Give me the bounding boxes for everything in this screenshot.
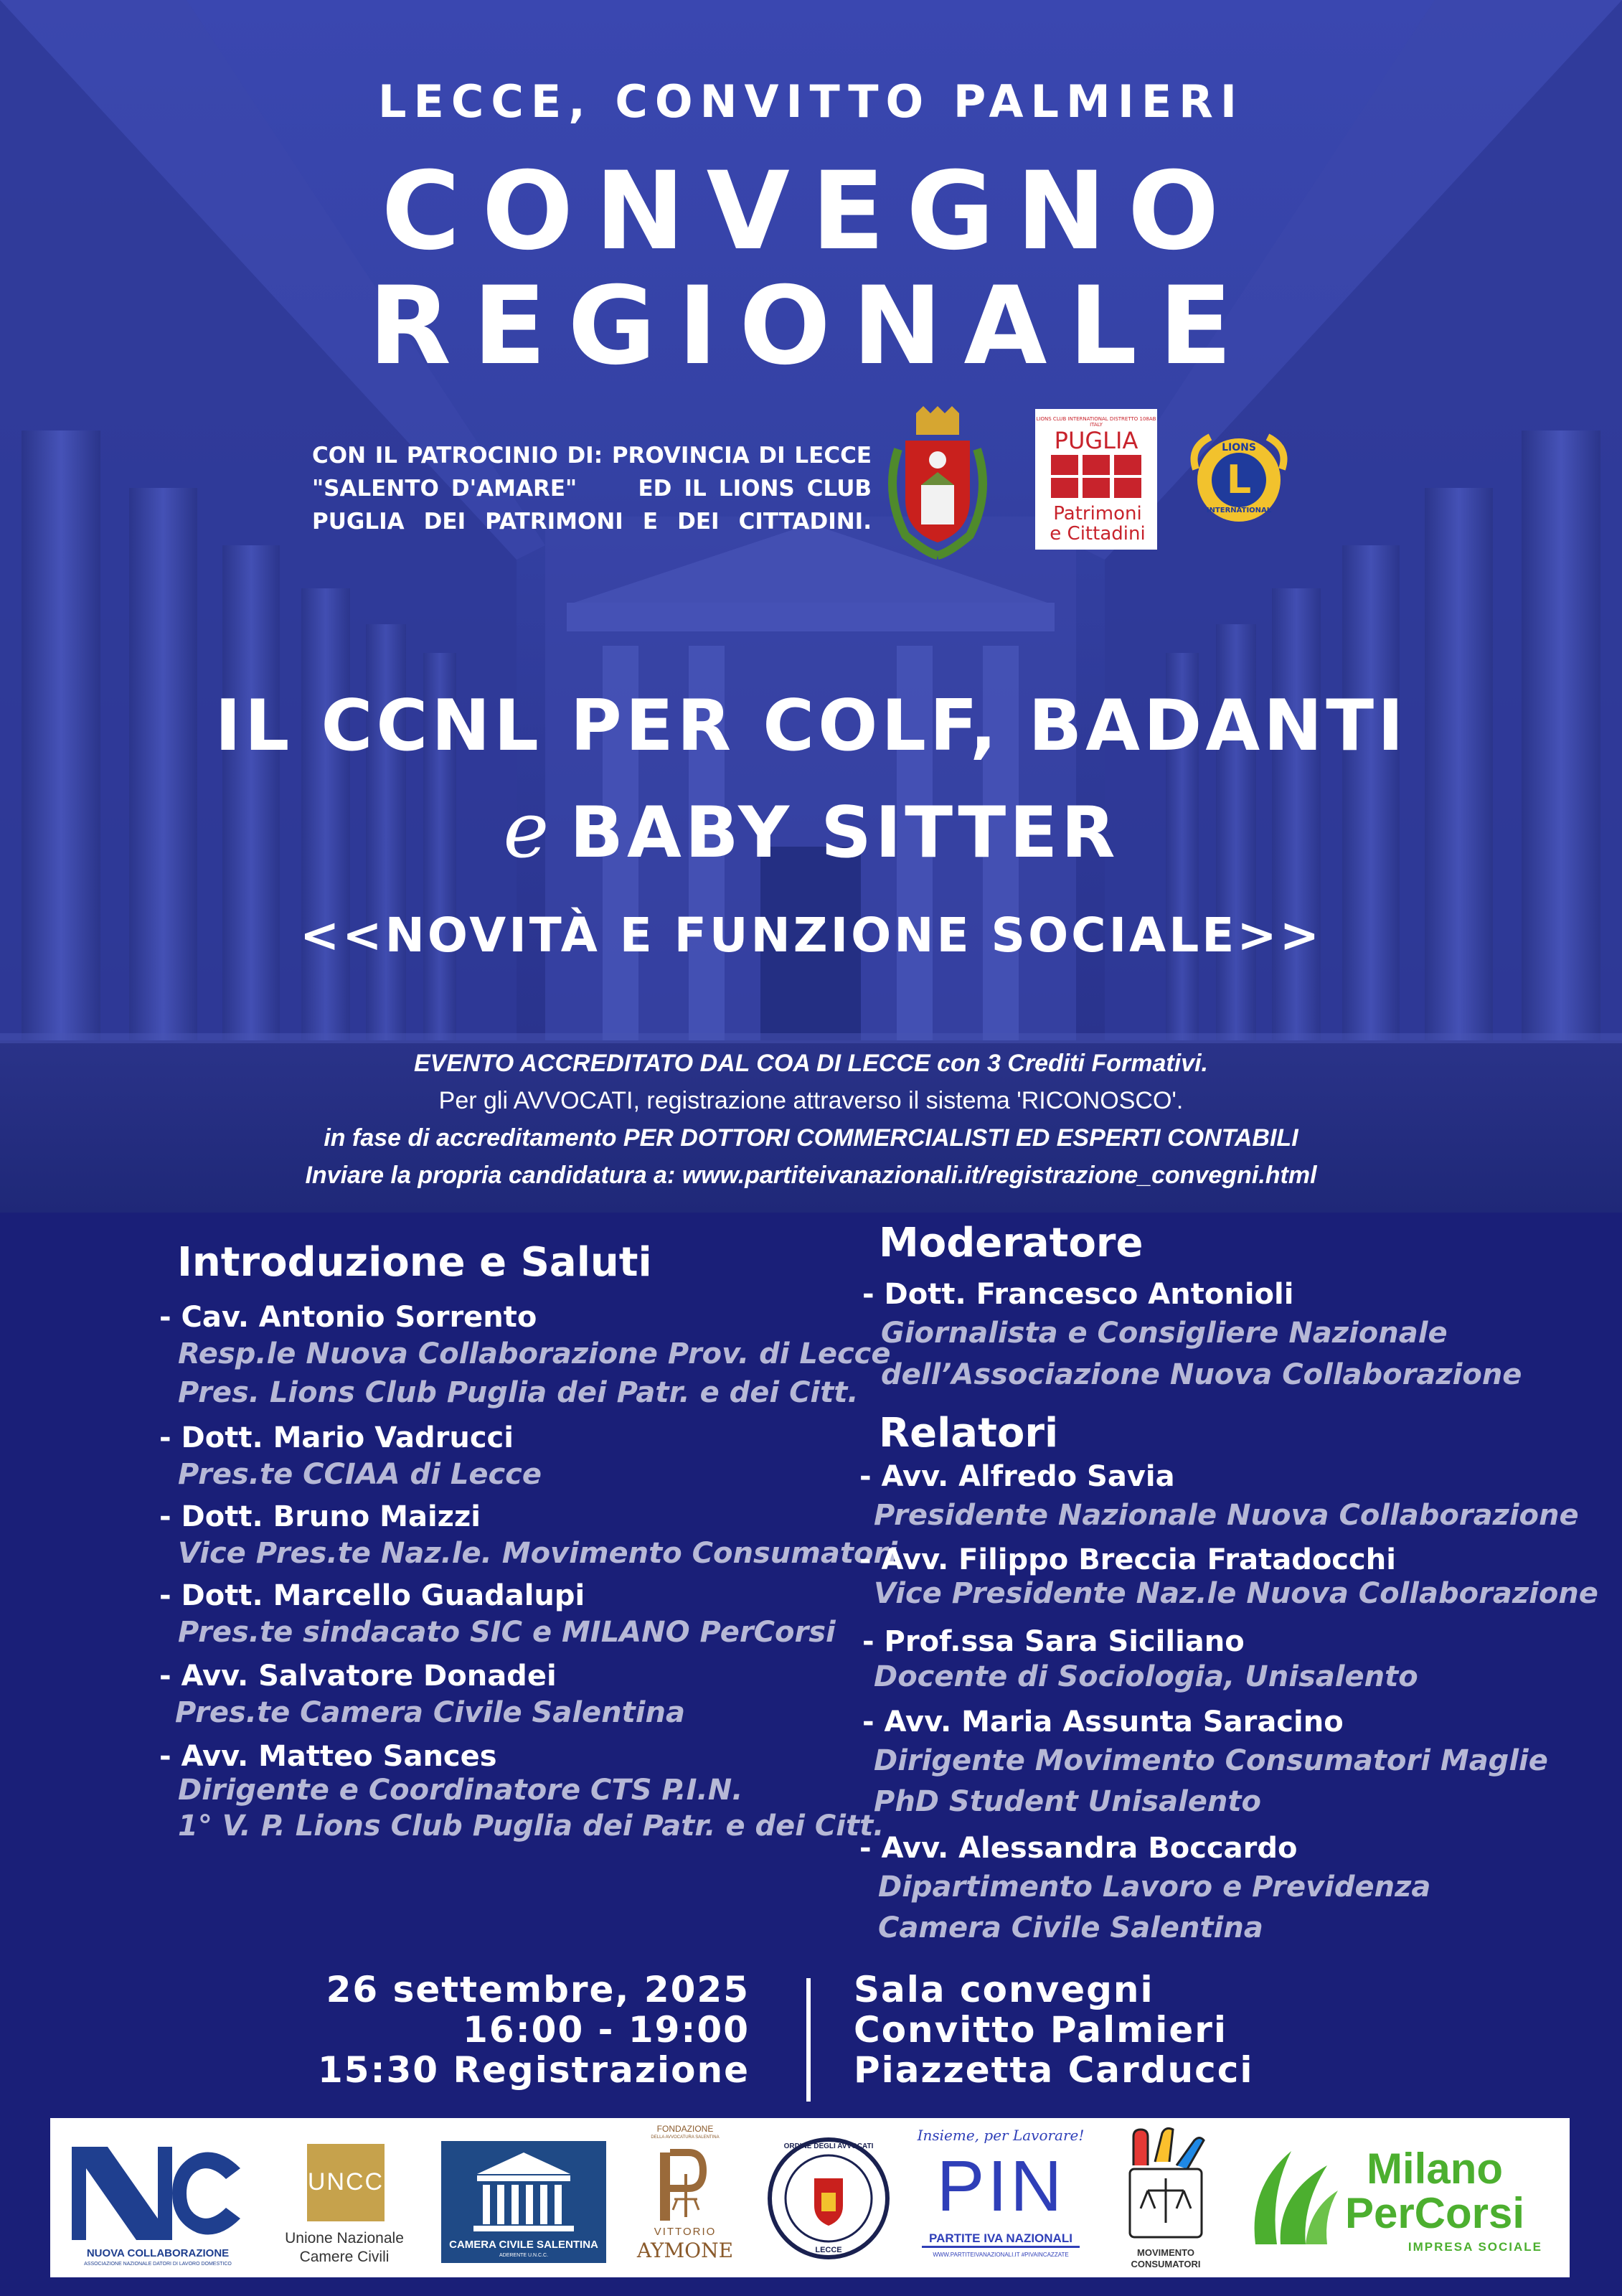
topic-line-2-text: BABY SITTER bbox=[570, 792, 1119, 874]
accreditation-line-2: Per gli AVVOCATI, registrazione attraverso il sistema 'RICONOSCO'. bbox=[438, 1087, 1184, 1114]
accreditation-line-1: EVENTO ACCREDITATO DAL COA DI LECCE con 3 Crediti Formativi. bbox=[413, 1050, 1208, 1077]
speaker-name: - Dott. Marcello Guadalupi bbox=[159, 1579, 585, 1612]
fondazione-aymone-logo bbox=[631, 2118, 739, 2277]
mc-line-1: MOVIMENTO bbox=[1137, 2247, 1194, 2258]
speaker-item bbox=[862, 1705, 1548, 1821]
speaker-role: Giornalista e Consigliere Nazionale bbox=[881, 1317, 1448, 1350]
topic-line-1: IL CCNL PER COLF, BADANTI bbox=[214, 685, 1408, 767]
aymone-name-2: AYMONE bbox=[636, 2239, 734, 2262]
mc-line-2: CONSUMATORI bbox=[1131, 2259, 1201, 2269]
book-leaves-icon bbox=[1241, 2137, 1342, 2259]
pin-url: WWW.PARTITEIVANAZIONALI.IT #PIVAINCAZZATE bbox=[933, 2252, 1069, 2258]
ordine-seal-icon bbox=[764, 2134, 893, 2263]
intro-speaker bbox=[159, 1739, 884, 1845]
nc-sub: ASSOCIAZIONE NAZIONALE DATORI DI LAVORO DOMESTICO bbox=[84, 2262, 232, 2267]
speaker-item bbox=[859, 1831, 1430, 1947]
lions-letter: L bbox=[1226, 457, 1252, 502]
pin-slogan: Insieme, per Lavorare! bbox=[917, 2127, 1085, 2144]
uncc-line-1: Unione Nazionale bbox=[285, 2230, 404, 2246]
schedule-divider bbox=[806, 1978, 811, 2102]
puglia-logo-tiles bbox=[1051, 455, 1141, 498]
speaker-role: Dipartimento Lavoro e Previdenza bbox=[878, 1871, 1431, 1904]
ccs-sub: ADERENTE U.N.C.C. bbox=[499, 2253, 549, 2258]
nc-monogram-icon bbox=[65, 2140, 251, 2247]
speaker-role: Pres.te CCIAA di Lecce bbox=[178, 1458, 542, 1491]
speaker-name: - Dott. Mario Vadrucci bbox=[159, 1421, 514, 1454]
topic-line-2 bbox=[0, 786, 1622, 875]
ordine-top-text: ORDINE DEGLI AVVOCATI bbox=[783, 2142, 874, 2150]
speaker-name: - Avv. Alessandra Boccardo bbox=[859, 1832, 1298, 1865]
milano-percorsi-logo bbox=[1241, 2118, 1557, 2277]
topic-connector: e bbox=[503, 786, 553, 875]
patronage-text bbox=[312, 439, 872, 538]
patronage-line-2: "SALENTO D'AMARE" ED IL LIONS CLUB bbox=[312, 476, 872, 502]
puglia-logo-sub-1: Patrimoni bbox=[1053, 503, 1142, 524]
speaker-name: - Dott. Bruno Maizzi bbox=[159, 1500, 481, 1533]
uncc-logo bbox=[265, 2118, 409, 2277]
ccs-name: CAMERA CIVILE SALENTINA bbox=[449, 2239, 598, 2251]
speaker-role: Pres.te Camera Civile Salentina bbox=[175, 1696, 685, 1729]
patronage-line-3: PUGLIA DEI PATRIMONI E DEI CITTADINI. bbox=[312, 509, 872, 535]
intro-heading: Introduzione e Saluti bbox=[177, 1239, 652, 1286]
topic-subtitle: <<NOVITÀ E FUNZIONE SOCIALE>> bbox=[299, 908, 1322, 963]
nc-name: NUOVA COLLABORAZIONE bbox=[86, 2247, 230, 2259]
courthouse-icon bbox=[441, 2145, 606, 2239]
title-line-1: CONVEGNO bbox=[381, 149, 1241, 274]
speaker-item bbox=[862, 1624, 1418, 1695]
ordine-bottom-text: LECCE bbox=[815, 2246, 842, 2254]
speaker-role: Presidente Nazionale Nuova Collaborazione bbox=[874, 1499, 1579, 1532]
title-line-2: REGIONALE bbox=[368, 264, 1254, 389]
camera-civile-salentina-logo bbox=[441, 2118, 606, 2277]
intro-speaker bbox=[159, 1421, 542, 1494]
schedule-venue bbox=[854, 1970, 1428, 2090]
speaker-item bbox=[859, 1543, 1598, 1610]
speaker-role: PhD Student Unisalento bbox=[874, 1785, 1261, 1818]
lions-bottom-text: INTERNATIONAL bbox=[1206, 507, 1272, 514]
pin-name: PARTITE IVA NAZIONALI bbox=[922, 2231, 1080, 2248]
pin-logo bbox=[915, 2118, 1087, 2277]
speaker-role: Pres. Lions Club Puglia dei Patr. e dei Citt. bbox=[178, 1376, 859, 1409]
intro-speaker bbox=[159, 1500, 897, 1573]
speaker-name: - Avv. Filippo Breccia Fratadocchi bbox=[859, 1543, 1396, 1576]
puglia-patrimoni-logo bbox=[1035, 409, 1157, 550]
pin-letters: PIN bbox=[936, 2146, 1065, 2226]
speaker-name: - Dott. Francesco Antonioli bbox=[862, 1278, 1294, 1311]
uncc-letters: UNCC bbox=[307, 2168, 385, 2196]
speaker-role: Resp.le Nuova Collaborazione Prov. di Lecce bbox=[178, 1337, 891, 1370]
mp-line-2: PerCorsi bbox=[1344, 2189, 1525, 2237]
moderator-heading: Moderatore bbox=[879, 1220, 1144, 1266]
speaker-name: - Prof.ssa Sara Siciliano bbox=[862, 1625, 1245, 1658]
lions-logo bbox=[1185, 426, 1293, 534]
lions-top-text: LIONS bbox=[1222, 442, 1256, 453]
speaker-role: Vice Presidente Naz.le Nuova Collaborazione bbox=[874, 1577, 1598, 1610]
speaker-name: - Avv. Salvatore Donadei bbox=[159, 1660, 557, 1693]
ordine-avvocati-lecce-logo bbox=[764, 2118, 893, 2277]
mp-sub: IMPRESA SOCIALE bbox=[1408, 2240, 1542, 2254]
speaker-item bbox=[859, 1459, 1579, 1537]
location-heading: LECCE, CONVITTO PALMIERI bbox=[378, 75, 1244, 128]
intro-speaker bbox=[159, 1659, 685, 1732]
schedule-datetime bbox=[215, 1970, 750, 2090]
speaker-role: Dirigente Movimento Consumatori Maglie bbox=[874, 1744, 1548, 1777]
intro-speaker bbox=[159, 1578, 836, 1652]
provincia-lecce-crest-icon bbox=[877, 406, 999, 560]
speaker-role: Dirigente e Coordinatore CTS P.I.N. bbox=[178, 1774, 743, 1807]
uncc-line-2: Camere Civili bbox=[299, 2249, 390, 2265]
event-registration: 15:30 Registrazione bbox=[317, 2049, 750, 2091]
mp-line-1: Milano bbox=[1367, 2145, 1503, 2193]
venue-line-2: Convitto Palmieri bbox=[854, 2009, 1228, 2051]
puglia-logo-small-text: LIONS CLUB INTERNATIONAL DISTRETTO 108AB ITALY bbox=[1036, 416, 1156, 428]
speaker-role: Vice Pres.te Naz.le. Movimento Consumatori bbox=[178, 1537, 897, 1570]
moderator-speaker bbox=[862, 1277, 1522, 1395]
venue-line-1: Sala convegni bbox=[854, 1969, 1154, 2010]
raised-hands-icon bbox=[1112, 2122, 1220, 2244]
aymone-top: FONDAZIONE bbox=[656, 2124, 714, 2134]
event-date: 26 settembre, 2025 bbox=[326, 1969, 750, 2010]
aymone-sub: DELLA AVVOCATURA SALENTINA bbox=[651, 2135, 720, 2140]
puglia-logo-title: PUGLIA bbox=[1054, 427, 1138, 454]
speaker-name: - Avv. Maria Assunta Saracino bbox=[862, 1705, 1344, 1739]
speaker-role: Docente di Sociologia, Unisalento bbox=[874, 1660, 1418, 1693]
speaker-name: - Cav. Antonio Sorrento bbox=[159, 1301, 537, 1334]
accreditation-block bbox=[0, 1045, 1622, 1194]
speaker-role: Camera Civile Salentina bbox=[878, 1911, 1263, 1944]
event-time: 16:00 - 19:00 bbox=[463, 2009, 750, 2051]
speaker-role: dell’Associazione Nuova Collaborazione bbox=[881, 1358, 1522, 1391]
nuova-collaborazione-logo bbox=[65, 2118, 251, 2277]
puglia-logo-sub-2: e Cittadini bbox=[1050, 523, 1146, 545]
speakers-heading: Relatori bbox=[879, 1410, 1059, 1457]
speaker-name: - Avv. Alfredo Savia bbox=[859, 1460, 1175, 1493]
accreditation-line-3: in fase di accreditamento PER DOTTORI COMMERCIALISTI ED ESPERTI CONTABILI bbox=[324, 1124, 1298, 1152]
accreditation-line-4: Inviare la propria candidatura a: www.partiteivanazionali.it/registrazione_convegni.html bbox=[305, 1162, 1317, 1189]
speaker-role: Pres.te sindacato SIC e MILANO PerCorsi bbox=[178, 1616, 836, 1649]
speaker-role: 1° V. P. Lions Club Puglia dei Patr. e dei Citt. bbox=[178, 1810, 885, 1843]
patronage-line-1: CON IL PATROCINIO DI: PROVINCIA DI LECCE bbox=[312, 443, 872, 469]
speaker-name: - Avv. Matteo Sances bbox=[159, 1740, 497, 1773]
sponsor-strip bbox=[50, 2118, 1570, 2277]
intro-speaker bbox=[159, 1300, 891, 1412]
movimento-consumatori-logo bbox=[1112, 2118, 1220, 2277]
scales-of-justice-icon bbox=[631, 2145, 739, 2224]
venue-line-3: Piazzetta Carducci bbox=[854, 2049, 1254, 2091]
aymone-name-1: VITTORIO bbox=[654, 2226, 717, 2238]
